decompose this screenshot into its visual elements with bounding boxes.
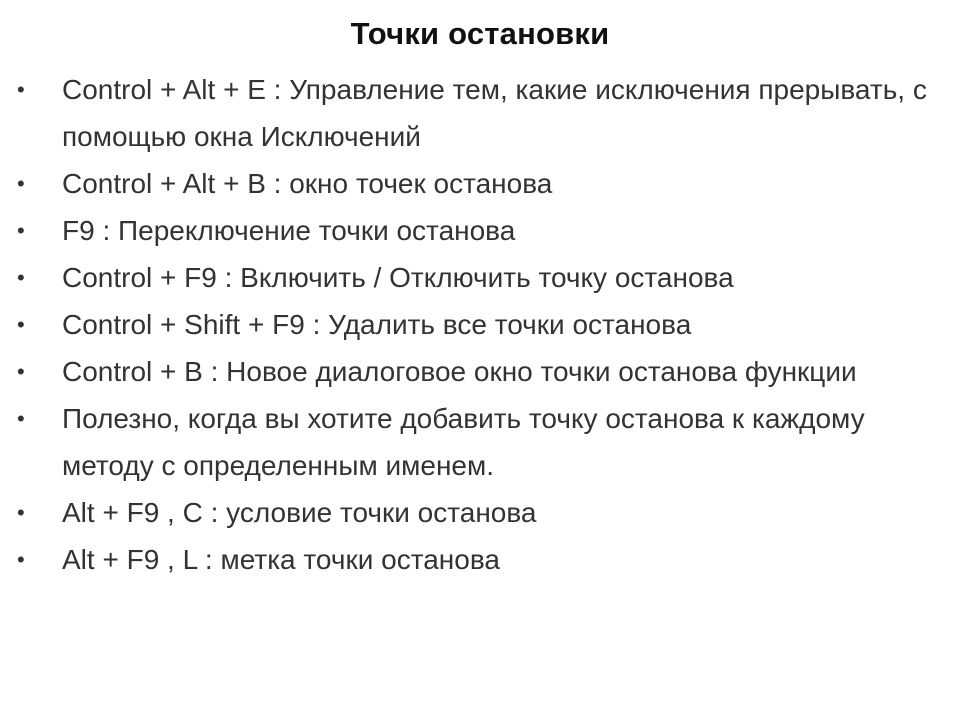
bullet-list: [0, 66, 960, 583]
bullet-icon: •: [17, 406, 25, 431]
bullet-icon: •: [17, 359, 25, 384]
bullet-text: Полезно, когда вы хотите добавить точку останова к каждому методу с определенным именем.: [62, 403, 865, 481]
bullet-text: Alt + F9 , L : метка точки останова: [62, 544, 500, 575]
bullet-icon: •: [17, 312, 25, 337]
slide-title: Точки остановки: [350, 16, 610, 51]
bullet-text: Control + Shift + F9 : Удалить все точки останова: [62, 309, 692, 340]
bullet-text: Alt + F9 , C : условие точки останова: [62, 497, 537, 528]
bullet-icon: •: [17, 171, 25, 196]
bullet-text: F9 : Переключение точки останова: [62, 215, 516, 246]
bullet-text: Control + B : Новое диалоговое окно точки останова функции: [62, 356, 857, 387]
bullet-item: [0, 66, 960, 160]
bullet-icon: •: [17, 265, 25, 290]
bullet-item: [0, 207, 960, 254]
bullet-item: [0, 536, 960, 583]
bullet-item: [0, 254, 960, 301]
bullet-text: Control + Alt + B : окно точек останова: [62, 168, 553, 199]
bullet-item: [0, 348, 960, 395]
bullet-icon: •: [17, 547, 25, 572]
bullet-item: [0, 301, 960, 348]
bullet-icon: •: [17, 218, 25, 243]
bullet-icon: •: [17, 77, 25, 102]
bullet-text: Control + F9 : Включить / Отключить точку останова: [62, 262, 734, 293]
bullet-text: Control + Alt + E : Управление тем, какие исключения прерывать, с помощью окна Исключений: [62, 74, 927, 152]
bullet-item: [0, 395, 960, 489]
bullet-icon: •: [17, 500, 25, 525]
bullet-item: [0, 489, 960, 536]
bullet-item: [0, 160, 960, 207]
